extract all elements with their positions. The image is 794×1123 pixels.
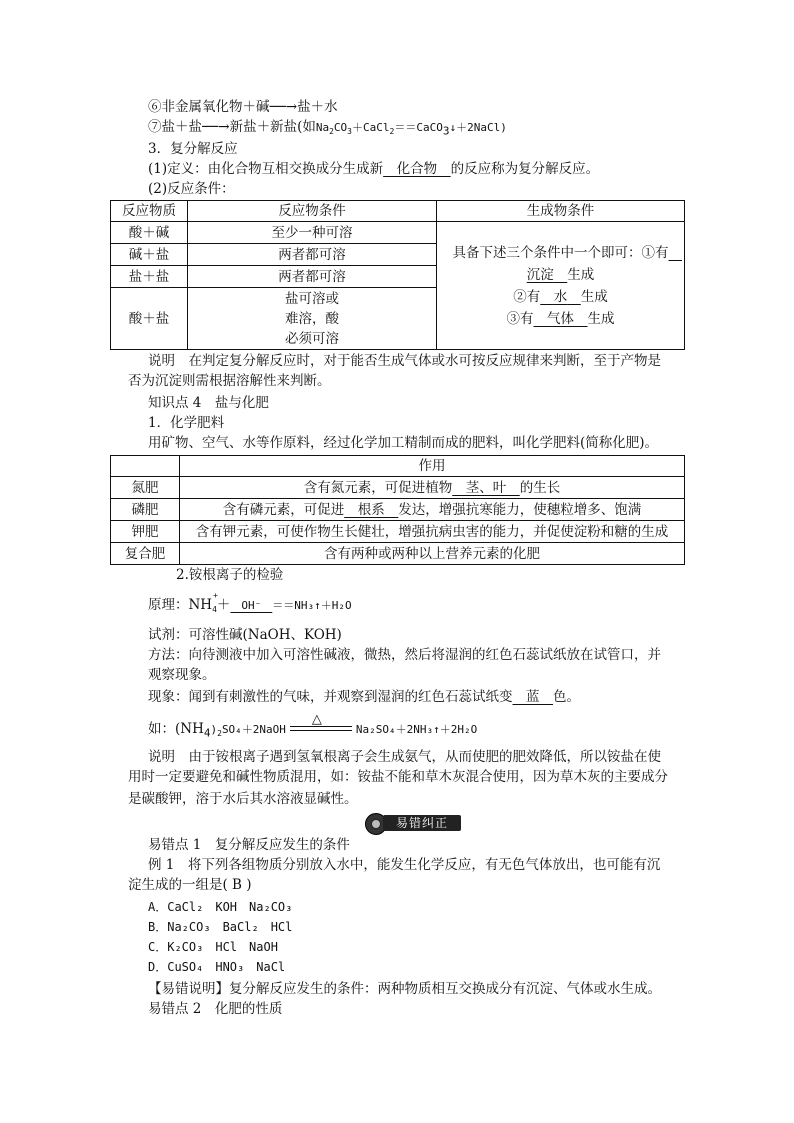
th-substance: 反应物质 [111,201,188,222]
fertilizer-table [110,455,685,565]
example1-line2: 淀生成的一组是( B ) [128,877,252,893]
error-correction-banner: 易错纠正 [365,812,461,834]
condition-title: (2)反应条件： [148,181,235,197]
error-explanation: 【易错说明】复分解反应发生的条件：两种物质相互交换成分有沉淀、气体或水生成。 [148,981,661,997]
note2-line2: 用时一定要避免和碱性物质混用，如：铵盐不能和草木灰混合使用，因为草木灰的主要成分 [128,769,668,785]
error-point-2: 易错点 2 化肥的性质 [148,1001,283,1017]
cell-acid-base: 酸＋碱 [111,222,188,244]
cell-salt-salt: 盐＋盐 [111,266,188,288]
section-title-3: 3．复分解反应 [148,141,238,157]
note2-line1: 说明 由于铵根离子遇到氢氧根离子会生成氨气，从而使肥的肥效降低，所以铵盐在使 [148,749,661,765]
option-d: D．CuSO₄ HNO₃ NaCl [148,960,286,974]
phenomenon: 现象：闻到有刺激性的气味，并观察到湿润的红色石蕊试纸变 蓝 色。 [148,689,580,705]
option-a: A．CaCl₂ KOH Na₂CO₃ [148,900,293,914]
cell-acid-salt: 酸＋盐 [111,288,188,350]
example1-line1: 例 1 将下列各组物质分别放入水中，能发生化学反应，有无色气体放出，也可能有沉 [148,857,661,873]
cell-acid-base-cond: 至少一种可溶 [188,222,437,244]
cell-potassium: 钾肥 [111,521,180,543]
cell-phosphorus-effect: 含有磷元素，可促进 根系 发达，增强抗寒能力，使穗粒增多、饱满 [180,499,685,521]
reaction-7: ⑦盐＋盐──→新盐＋新盐(如$Na_2CO_3+CaCl_2==CaCO_3↓+2NaCl$) [148,119,507,138]
fertilizer-definition: 用矿物、空气、水等作原料，经过化学加工精制而成的肥料，叫化学肥料(简称化肥)。 [148,435,659,451]
method-line2: 观察现象。 [148,667,216,683]
cell-base-salt-cond: 两者都可溶 [188,244,437,266]
cell-compound-effect: 含有两种或两种以上营养元素的化肥 [180,543,685,565]
definition: (1)定义：由化合物互相交换成分生成新 化合物 的反应称为复分解反应。 [148,161,600,177]
subtitle-fertilizer: 1．化学肥料 [148,415,225,431]
cell-salt-salt-cond: 两者都可溶 [188,266,437,288]
note1-line2: 否为沉淀则需根据溶解性来判断。 [128,373,331,389]
cell-potassium-effect: 含有钾元素，可使作物生长健壮，增强抗病虫害的能力，并促使淀粉和糖的生成 [180,521,685,543]
note1-line1: 说明 在判定复分解反应时，对于能否生成气体或水可按反应规律来判断，至于产物是 [148,353,661,369]
note2-line3: 是碳酸钾，溶于水后其水溶液显碱性。 [128,791,358,807]
reaction-conditions-table [110,200,685,350]
cell-nitrogen: 氮肥 [111,477,180,499]
option-b: B．Na₂CO₃ BaCl₂ HCl [148,920,293,934]
reagent: 试剂：可溶性碱(NaOH、KOH) [148,627,342,643]
example-equation: 如：$(NH_4)_2SO_4+2NaOH$ △ Na₂SO₄＋2NH₃↑＋2H₂O [148,711,478,740]
cell-acid-salt-cond: 盐可溶或 难溶，酸 必须可溶 [188,288,437,350]
blank-answer: 化合物 [383,161,451,177]
option-c: C．K₂CO₃ HCl NaOH [148,940,278,954]
error-point-1: 易错点 1 复分解反应发生的条件 [148,837,350,853]
cell-base-salt: 碱＋盐 [111,244,188,266]
principle: 原理：$NH_4$ + ＋ OH⁻ ＝＝NH₃↑＋H₂O [148,591,352,615]
cell-phosphorus: 磷肥 [111,499,180,521]
th-product: 生成物条件 [437,201,685,222]
th-reactant: 反应物条件 [188,201,437,222]
cell-product-conditions: 具备下述三个条件中一个即可：①有 沉淀 生成 ②有 水 生成 ③有 气体 生成 [437,222,685,350]
cell-nitrogen-effect: 含有氮元素，可促进植物 茎、叶 的生长 [180,477,685,499]
th-effect: 作用 [180,456,685,477]
method-line1: 方法：向待测液中加入可溶性碱液，微热，然后将湿润的红色石蕊试纸放在试管口，并 [148,647,661,663]
cell-compound: 复合肥 [111,543,180,565]
knowledge-point-4: 知识点 4 盐与化肥 [148,395,269,411]
ammonium-title: 2.铵根离子的检验 [176,567,284,583]
reaction-6: ⑥非金属氧化物＋碱──→盐＋水 [148,99,338,115]
